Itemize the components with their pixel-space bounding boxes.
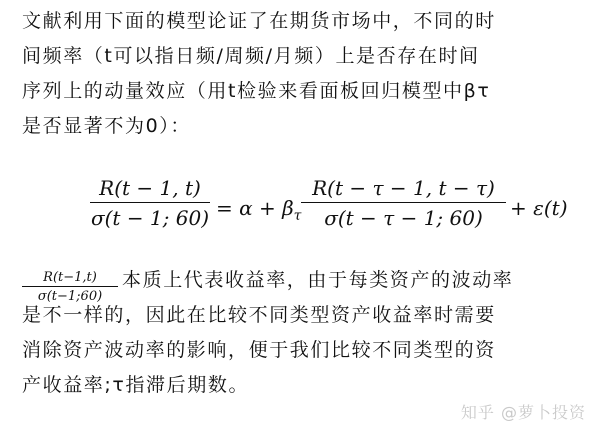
text-line: 文献利用下面的模型论证了在期货市场中，不同的时 <box>22 10 496 32</box>
paragraph-explanation <box>22 263 582 403</box>
fraction-bar <box>301 202 506 203</box>
text-line: 序列上的动量效应（用t检验来看面板回归模型中βτ <box>22 80 491 102</box>
text-line: 本质上代表收益率，由于每类资产的波动率 <box>122 269 514 291</box>
text-line: 消除资产波动率的影响，便于我们比较不同类型的资 <box>22 339 496 361</box>
text-line: 是不一样的，因此在比较不同类型资产收益率时需要 <box>22 304 496 326</box>
lhs-denominator: σ(t − 1; 60) <box>90 206 210 230</box>
rhs-denominator: σ(t − τ − 1; 60) <box>324 206 483 230</box>
lhs-numerator: R(t − 1, t) <box>99 176 201 200</box>
equals-alpha-beta: = α + β <box>216 196 294 220</box>
inline-numerator: R(t−1,t) <box>43 270 97 285</box>
error-term: + ε(t) <box>510 196 568 220</box>
beta-subscript: τ <box>293 208 302 224</box>
watermark: 知乎 @萝卜投资 <box>460 403 586 422</box>
rhs-fraction <box>301 176 506 230</box>
rhs-numerator: R(t − τ − 1, t − τ) <box>312 176 495 200</box>
text-line: 产收益率;τ指滞后期数。 <box>22 374 250 396</box>
paragraph-intro <box>22 4 582 144</box>
regression-equation <box>90 176 568 246</box>
text-line: 间频率（t可以指日频/周频/月频）上是否存在时间 <box>22 45 480 67</box>
lhs-fraction <box>90 176 210 230</box>
fraction-bar <box>90 202 210 203</box>
text-line: 是否显著不为0）： <box>22 115 191 137</box>
equation-middle <box>216 196 301 224</box>
inline-denominator: σ(t−1;60) <box>37 289 103 304</box>
